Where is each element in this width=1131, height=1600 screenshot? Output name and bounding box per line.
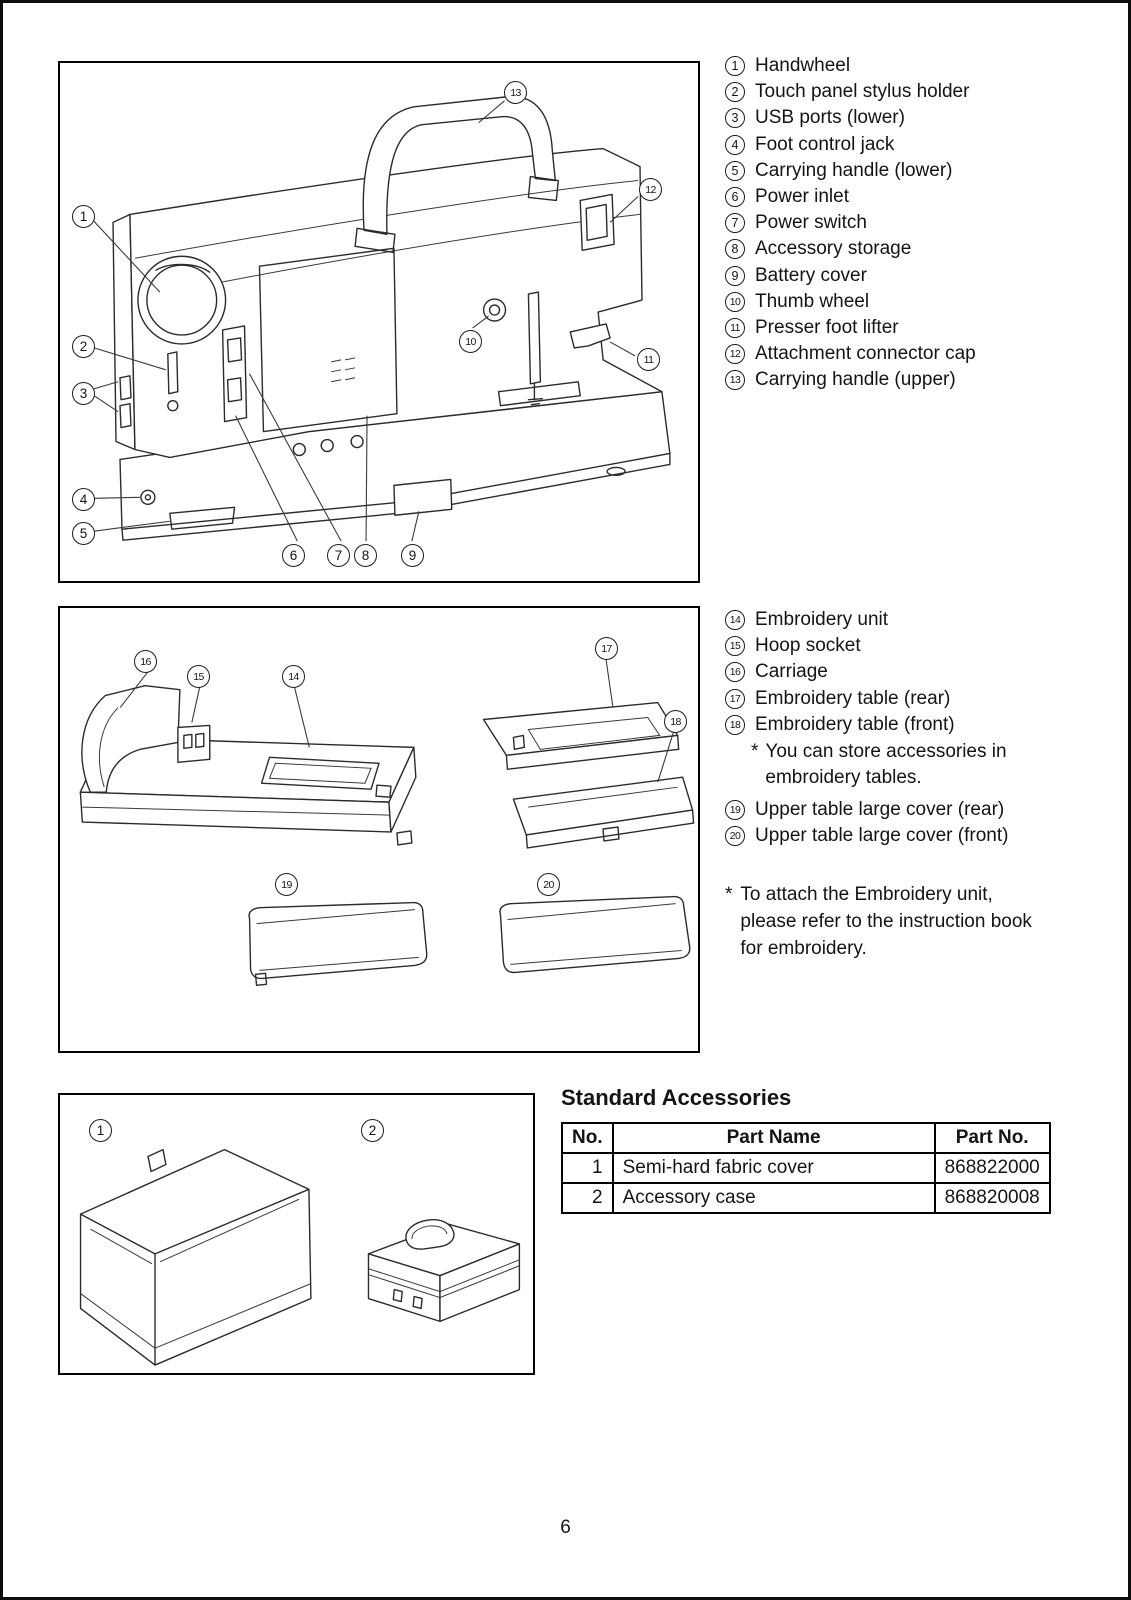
asterisk: * bbox=[725, 884, 733, 906]
part-label: Thumb wheel bbox=[755, 290, 870, 312]
note-text: You can store accessories in embroidery tables. bbox=[765, 740, 1007, 788]
fig1-callout-battery-cover: 9 bbox=[401, 544, 424, 567]
fig2-callout-table-front: 18 bbox=[664, 710, 687, 733]
circled-number-icon: 8 bbox=[725, 239, 745, 259]
circled-number-icon: 1 bbox=[725, 56, 745, 76]
part-label: Hoop socket bbox=[755, 635, 861, 657]
part-list-item bbox=[725, 158, 1125, 184]
part-list-item bbox=[725, 236, 1125, 262]
part-list-item bbox=[725, 607, 1125, 633]
part-list-item bbox=[725, 659, 1125, 685]
part-list-item bbox=[725, 797, 1125, 823]
part-label: Upper table large cover (rear) bbox=[755, 799, 1005, 821]
embroidery-parts-list bbox=[725, 607, 1125, 962]
part-label: Embroidery table (front) bbox=[755, 713, 955, 735]
part-label: Accessory storage bbox=[755, 238, 912, 260]
col-header-no: No. bbox=[562, 1123, 613, 1153]
circled-number-icon: 18 bbox=[725, 715, 745, 735]
part-label: Power inlet bbox=[755, 186, 849, 208]
col-header-part-name: Part Name bbox=[613, 1123, 935, 1153]
part-list-item bbox=[725, 315, 1125, 341]
circled-number-icon: 2 bbox=[725, 82, 745, 102]
sewing-machine-illustration bbox=[60, 63, 698, 581]
cell-part-no: 868820008 bbox=[935, 1183, 1050, 1213]
circled-number-icon: 7 bbox=[725, 213, 745, 233]
fig1-callout-accessory-storage: 8 bbox=[354, 544, 377, 567]
asterisk: * bbox=[751, 740, 759, 762]
accessories-illustration bbox=[60, 1095, 533, 1373]
part-label: Carrying handle (lower) bbox=[755, 159, 953, 181]
part-label: Battery cover bbox=[755, 264, 867, 286]
part-list-item bbox=[725, 79, 1125, 105]
fig1-callout-attachment-connector-cap: 12 bbox=[639, 178, 662, 201]
fig1-callout-carrying-handle-upper: 13 bbox=[504, 81, 527, 104]
footnote-text: To attach the Embroidery unit, please refer to the instruction book for embroidery. bbox=[740, 884, 1032, 960]
part-label: Presser foot lifter bbox=[755, 316, 899, 338]
circled-number-icon: 11 bbox=[725, 318, 745, 338]
table-row bbox=[562, 1183, 1050, 1213]
circled-number-icon: 15 bbox=[725, 636, 745, 656]
part-list-item bbox=[725, 367, 1125, 393]
part-list-item bbox=[725, 712, 1125, 738]
figure-machine-overview bbox=[58, 61, 700, 583]
table-header-row bbox=[562, 1123, 1050, 1153]
fig2-callout-carriage: 16 bbox=[134, 650, 157, 673]
embroidery-tables-note bbox=[751, 739, 1125, 791]
cell-part-name: Accessory case bbox=[613, 1183, 935, 1213]
part-label: Carrying handle (upper) bbox=[755, 369, 956, 391]
circled-number-icon: 16 bbox=[725, 662, 745, 682]
part-label: Embroidery table (rear) bbox=[755, 687, 951, 709]
circled-number-icon: 4 bbox=[725, 135, 745, 155]
part-list-item bbox=[725, 633, 1125, 659]
part-list-item bbox=[725, 263, 1125, 289]
circled-number-icon: 5 bbox=[725, 161, 745, 181]
fig1-callout-stylus-holder: 2 bbox=[72, 335, 95, 358]
part-list-item bbox=[725, 686, 1125, 712]
fig2-callout-table-rear: 17 bbox=[595, 637, 618, 660]
circled-number-icon: 6 bbox=[725, 187, 745, 207]
fig1-callout-usb-ports: 3 bbox=[72, 382, 95, 405]
fig3-callout-accessory-case: 2 bbox=[361, 1119, 384, 1142]
part-label: Power switch bbox=[755, 212, 867, 234]
fig1-callout-carrying-handle-lower: 5 bbox=[72, 522, 95, 545]
cell-no: 2 bbox=[562, 1183, 613, 1213]
part-list-item bbox=[725, 210, 1125, 236]
part-list-item bbox=[725, 823, 1125, 849]
circled-number-icon: 9 bbox=[725, 266, 745, 286]
fig2-callout-hoop-socket: 15 bbox=[187, 665, 210, 688]
fig2-callout-cover-rear: 19 bbox=[275, 873, 298, 896]
part-list-item bbox=[725, 184, 1125, 210]
cell-no: 1 bbox=[562, 1153, 613, 1183]
part-label: Foot control jack bbox=[755, 133, 895, 155]
cell-part-name: Semi-hard fabric cover bbox=[613, 1153, 935, 1183]
fig1-callout-power-switch: 7 bbox=[327, 544, 350, 567]
part-list-item bbox=[725, 105, 1125, 131]
figure-standard-accessories bbox=[58, 1093, 535, 1375]
part-label: Carriage bbox=[755, 661, 828, 683]
machine-parts-list bbox=[725, 53, 1125, 393]
circled-number-icon: 17 bbox=[725, 689, 745, 709]
standard-accessories-table bbox=[561, 1122, 1051, 1214]
fig1-callout-foot-control-jack: 4 bbox=[72, 488, 95, 511]
cell-part-no: 868822000 bbox=[935, 1153, 1050, 1183]
part-list-item bbox=[725, 53, 1125, 79]
fig1-callout-presser-foot-lifter: 11 bbox=[637, 348, 660, 371]
part-label: Attachment connector cap bbox=[755, 343, 976, 365]
circled-number-icon: 13 bbox=[725, 370, 745, 390]
table-row bbox=[562, 1153, 1050, 1183]
fig1-callout-handwheel: 1 bbox=[72, 205, 95, 228]
col-header-part-no: Part No. bbox=[935, 1123, 1050, 1153]
circled-number-icon: 10 bbox=[725, 292, 745, 312]
part-list-item bbox=[725, 132, 1125, 158]
fig3-callout-fabric-cover: 1 bbox=[89, 1119, 112, 1142]
circled-number-icon: 3 bbox=[725, 108, 745, 128]
fig2-callout-embroidery-unit: 14 bbox=[282, 665, 305, 688]
part-label: Touch panel stylus holder bbox=[755, 81, 970, 103]
fig1-callout-power-inlet: 6 bbox=[282, 544, 305, 567]
part-label: Upper table large cover (front) bbox=[755, 825, 1009, 847]
part-list-item bbox=[725, 289, 1125, 315]
part-label: Embroidery unit bbox=[755, 609, 889, 631]
part-label: USB ports (lower) bbox=[755, 107, 905, 129]
circled-number-icon: 12 bbox=[725, 344, 745, 364]
standard-accessories-heading: Standard Accessories bbox=[561, 1085, 792, 1110]
figure-embroidery-unit bbox=[58, 606, 700, 1053]
circled-number-icon: 14 bbox=[725, 610, 745, 630]
circled-number-icon: 20 bbox=[725, 826, 745, 846]
fig1-callout-thumb-wheel: 10 bbox=[459, 330, 482, 353]
embroidery-attach-footnote bbox=[725, 881, 1125, 962]
page-number: 6 bbox=[560, 1517, 571, 1538]
part-list-item bbox=[725, 341, 1125, 367]
embroidery-unit-illustration bbox=[60, 608, 698, 1051]
fig2-callout-cover-front: 20 bbox=[537, 873, 560, 896]
circled-number-icon: 19 bbox=[725, 800, 745, 820]
part-label: Handwheel bbox=[755, 55, 851, 77]
